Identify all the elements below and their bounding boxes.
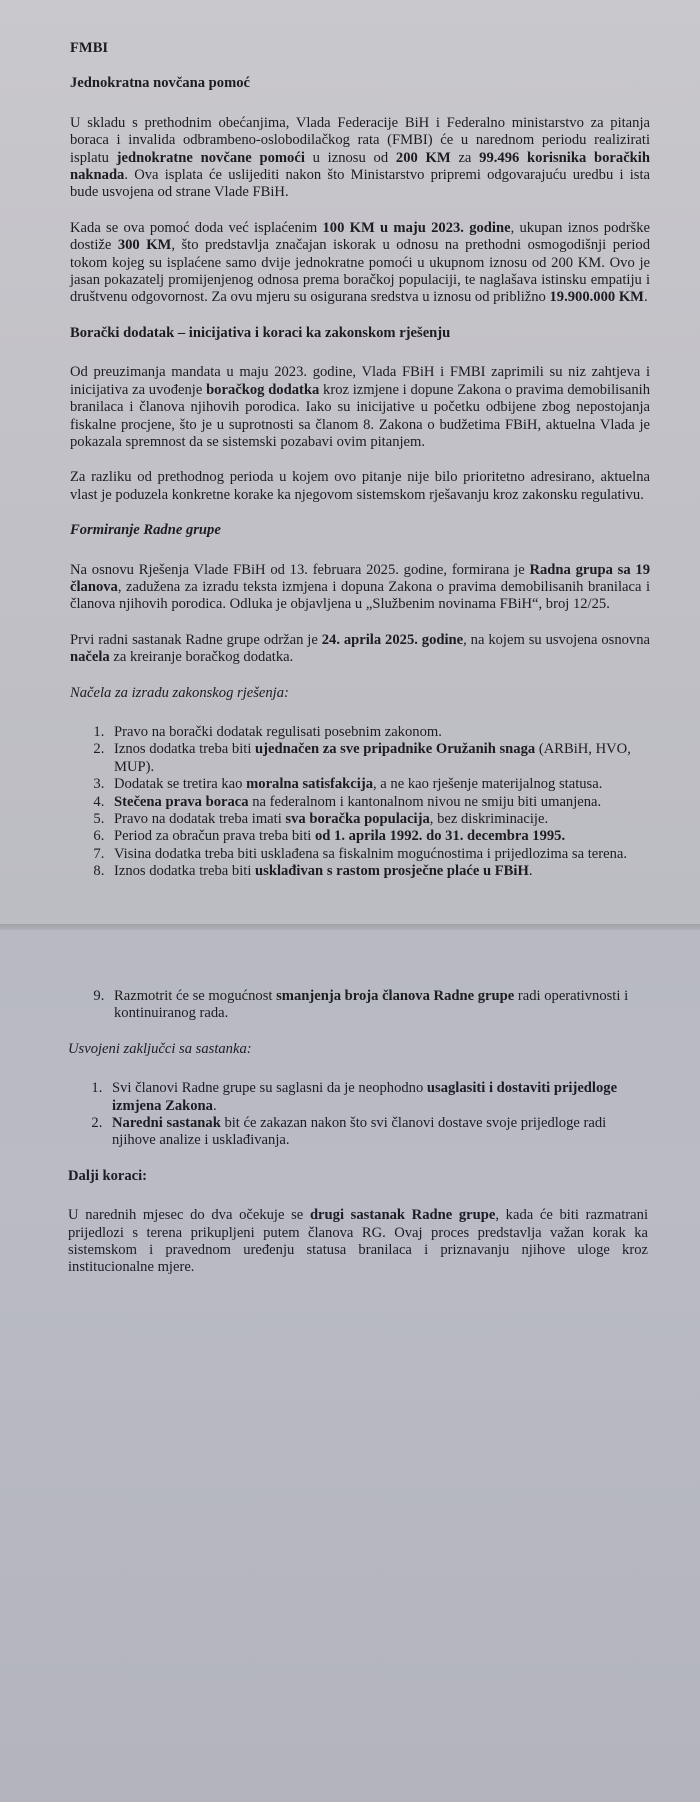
paragraph-next-steps [68,1207,648,1277]
section-title-jednokratna: Jednokratna novčana pomoć [70,75,251,92]
header-fmbi: FMBI [70,40,109,56]
bold-run: 200 KM [395,149,451,166]
bold-run: jednokratne novčane pomoći [116,149,305,166]
bold-run: Stečena prava boraca [114,793,249,810]
bold-run: moralna satisfakcija [246,776,373,793]
bold-run: 300 KM [117,237,172,254]
text-run: bit će zakazan nakon što svi članovi dostave svoje prijedloge radi njihove analize i usklađivanja. [112,1115,607,1149]
text-run: Prvi radni sastanak Radne grupe održan je [70,631,322,648]
text-run: Na osnovu Rješenja Vlade FBiH od 13. februara 2025. godine, formirana je [70,561,530,578]
list-item [108,846,650,863]
list-item [106,1115,648,1150]
text-run: za kreiranje boračkog dodatka. [109,649,294,666]
text-run: Razmotrit će se mogućnost [114,988,277,1004]
text-run: , a ne kao rješenje materijalnog statusa. [373,776,603,793]
bold-run: usaglasiti i dostaviti prijedloge izmjena Zakona [112,1080,618,1114]
text-run: , bez diskriminacije. [429,811,549,827]
paragraph-boracki-1 [70,364,650,451]
list-item [108,724,650,741]
page-2-content [68,988,648,1277]
bold-run: Naredni sastanak [112,1115,221,1132]
bold-run: načela [70,649,110,666]
text-run: Pravo na dodatak treba imati [114,811,286,827]
page-1-content [70,40,650,881]
list-item [106,1080,648,1115]
principles-title: Načela za izradu zakonskog rješenja: [70,684,289,701]
text-run: na federalnom i kantonalnom nivou ne smiju biti umanjena. [248,793,602,810]
next-steps-title: Dalji koraci: [68,1167,148,1184]
text-run: Period za obračun prava treba biti [114,828,315,845]
list-item [108,828,650,845]
bold-run: smanjenja broja članova Radne grupe [276,988,515,1004]
document-page-2 [0,930,700,1802]
principles-list-continued [68,988,648,1023]
list-item [108,741,650,776]
paragraph-jednokratna-2 [70,220,650,307]
bold-run: 99.496 korisnika boračkih naknada [70,149,650,184]
conclusions-list [68,1080,648,1150]
section-title-boracki-dodatak: Borački dodatak – inicijativa i koraci ka zakonskom rješenju [70,324,451,341]
text-run: . [212,1097,217,1114]
conclusions-title: Usvojeni zaključci sa sastanka: [68,1040,252,1057]
text-run: , što predstavlja značajan iskorak u odnosu na prethodni osmogodišnji period tokom kojeg su isplaćene samo dvije jednokratne pomoći u ukupnom iznosu od 200 KM. Ovo je jasan pokazatelj promijenjenog odnosa prema boračkoj populaciji, te naglašava istinsku empatiju i društvenu odgovornost. Za ovu mjeru su osigurana sredstva u iznosu od približno [70,237,650,306]
text-run: , zadužena za izradu teksta izmjena i dopuna Zakona o pravima demobilisanih branilaca i članova njihovih porodica. Odluka je objavljena u „Službenim novinama FBiH“, broj 12/25. [70,578,650,613]
bold-run: sva boračka populacija [285,811,430,827]
section-title-radna-grupa: Formiranje Radne grupe [70,522,221,539]
text-run: . Ova isplata će uslijediti nakon što Ministarstvo pripremi odgovarajuću uredbu i ista bude usvojena od strane Vlade FBiH. [70,167,650,201]
principles-list [70,724,650,881]
list-item [108,988,648,1023]
paragraph-jednokratna-1 [70,115,650,202]
list-item [108,863,650,880]
text-run: Kada se ova pomoć doda već isplaćenim [70,219,323,236]
text-run: U narednih mjesec do dva očekuje se [68,1207,310,1224]
list-item [108,794,650,811]
bold-run: 19.900.000 KM [549,289,644,306]
text-run: , kada će biti razmatrani prijedlozi s terena prikupljeni putem članova RG. Ovaj proces predstavlja važan korak ka sistemskom i pravednom uređenju statusa branilaca i priznavanju njihove uloge kroz institucionalne mjere. [68,1207,648,1276]
text-run: . [528,863,533,880]
list-item [108,776,650,793]
bold-run: drugi sastanak Radne grupe [309,1207,496,1224]
text-run: (ARBiH, HVO, MUP). [114,741,631,775]
bold-run: boračkog dodatka [206,381,320,398]
text-run: Dodatak se tretira kao [114,776,247,793]
text-run: , na kojem su usvojena osnovna [463,631,650,648]
paragraph-boracki-2: Za razliku od prethodnog perioda u kojem ovo pitanje nije bilo prioritetno adresirano, aktuelna vlast je poduzela konkretne korake ka njegovom sistemskom rješavanju kroz zakonsku regulativu. [70,469,650,503]
text-run: . [643,289,648,306]
text-run: Iznos dodatka treba biti [114,741,256,758]
text-run: Od preuzimanja mandata u maju 2023. godine, Vlada FBiH i FMBI zaprimili su niz zahtjeva i inicijativa za uvođenje [70,364,650,398]
bold-run: 24. aprila 2025. godine [321,631,464,648]
text-run: radi operativnosti i kontinuiranog rada. [114,988,629,1022]
list-item [108,811,650,828]
bold-run: od 1. aprila 1992. do 31. decembra 1995. [315,828,566,845]
bold-run: 100 KM u maju 2023. godine [322,219,511,236]
text-run: Iznos dodatka treba biti [114,863,256,880]
bold-run: ujednačen za sve pripadnike Oružanih snaga [255,741,536,758]
text-run: za [450,149,480,166]
text-run: Visina dodatka treba biti usklađena sa fiskalnim mogućnostima i prijedlozima sa terena. [114,845,628,862]
text-run: U skladu s prethodnim obećanjima, Vlada Federacije BiH i Federalno ministarstvo za pitanja boraca i invalida odbrambeno-oslobodilačkog rata (FMBI) će u narednom periodu realizirati isplatu [70,114,650,166]
text-run: Pravo na borački dodatak regulisati posebnim zakonom. [114,723,442,740]
text-run: Svi članovi Radne grupe su saglasni da je neophodno [112,1080,427,1097]
paragraph-radna-grupa-1 [70,562,650,614]
text-run: u iznosu od [304,149,396,166]
paragraph-radna-grupa-2 [70,632,650,667]
bold-run: usklađivan s rastom prosječne plaće u FBiH [255,863,529,880]
bold-run: Radna grupa sa 19 članova [70,561,650,595]
text-run: , ukupan iznos podrške dostiže [70,219,651,254]
text-run: kroz izmjene i dopune Zakona o pravima demobilisanih branilaca i članova njihovih porodica. Iako su inicijative u početku odbijene zbog nepostojanja fiskalne procjene, što je u suprotnosti sa članom 8. Zakona o budžetima FBiH, aktuelna Vlada je pokazala spremnost da se sistemski pozabavi ovim pitanjem. [70,381,651,450]
